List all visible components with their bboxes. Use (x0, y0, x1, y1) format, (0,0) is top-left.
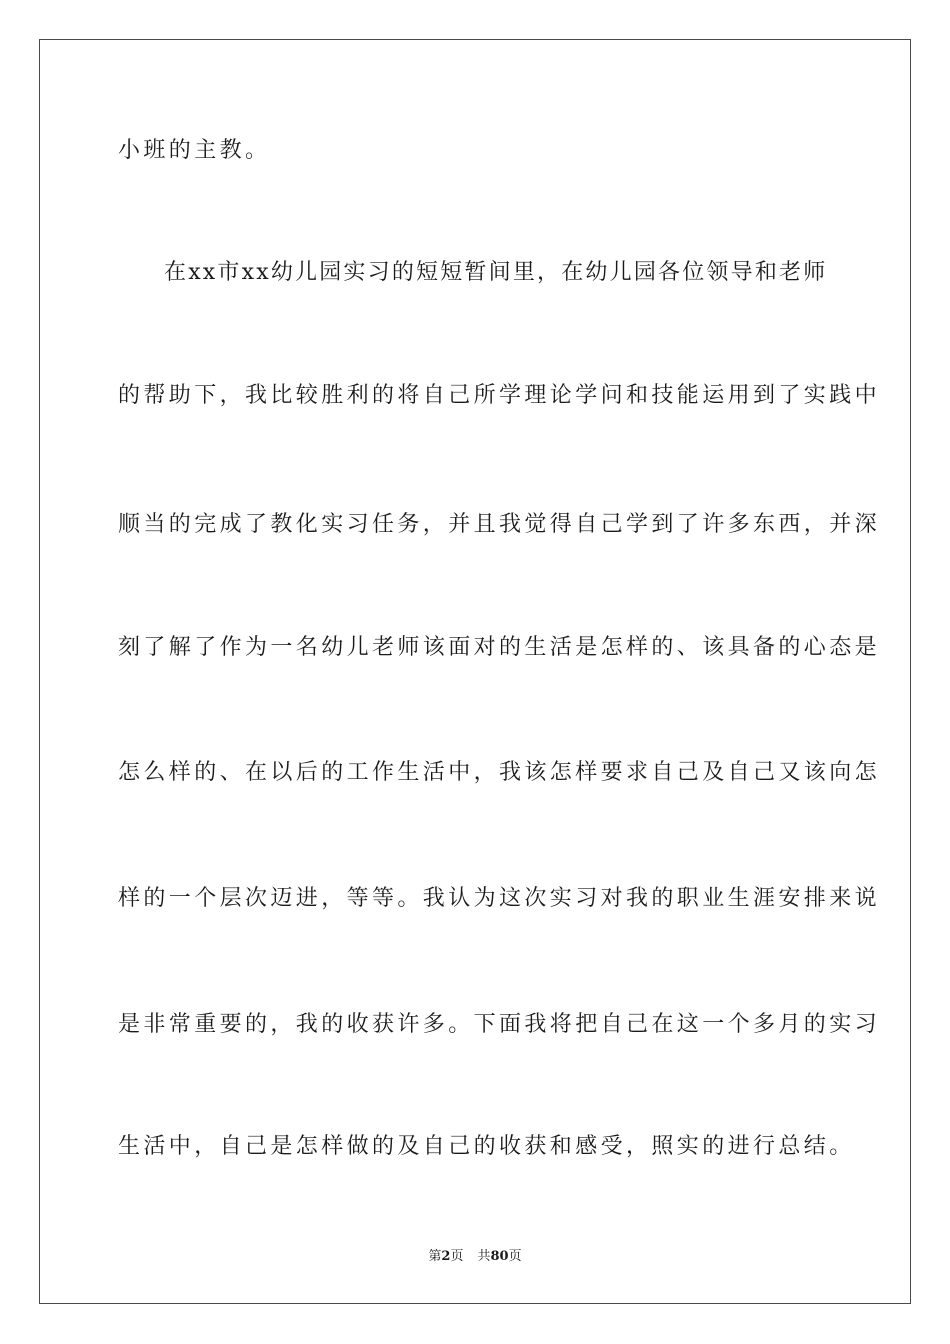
text-line-9: 生活中，自己是怎样做的及自己的收获和感受，照实的进行总结。 (118, 1134, 855, 1159)
text-line-1: 小班的主教。 (118, 138, 271, 163)
text-line-6: 怎么样的、在以后的工作生活中，我该怎样要求自己及自己又该向怎 (118, 760, 881, 785)
total-prefix: 共 (477, 1249, 491, 1264)
text-line-3: 的帮助下，我比较胜利的将自己所学理论学问和技能运用到了实践中 (118, 383, 881, 408)
page-suffix: 页 (450, 1249, 464, 1264)
page-number: 2 (441, 1249, 451, 1264)
page-footer (0, 1248, 950, 1266)
page-prefix: 第 (428, 1249, 442, 1264)
paragraph-first-line: 在xx市xx幼儿园实习的短短暂间里，在幼儿园各位领导和老师 (164, 260, 828, 285)
text-line-5: 刻了解了作为一名幼儿老师该面对的生活是怎样的、该具备的心态是 (118, 635, 881, 660)
total-pages: 80 (490, 1249, 509, 1264)
text-line-8: 是非常重要的，我的收获许多。下面我将把自己在这一个多月的实习 (118, 1012, 881, 1037)
text-line-7: 样的一个层次迈进，等等。我认为这次实习对我的职业生涯安排来说 (118, 886, 881, 911)
page-border (39, 39, 911, 1304)
text-line-4: 顺当的完成了教化实习任务，并且我觉得自己学到了许多东西，并深 (118, 512, 881, 537)
total-suffix: 页 (508, 1249, 522, 1264)
